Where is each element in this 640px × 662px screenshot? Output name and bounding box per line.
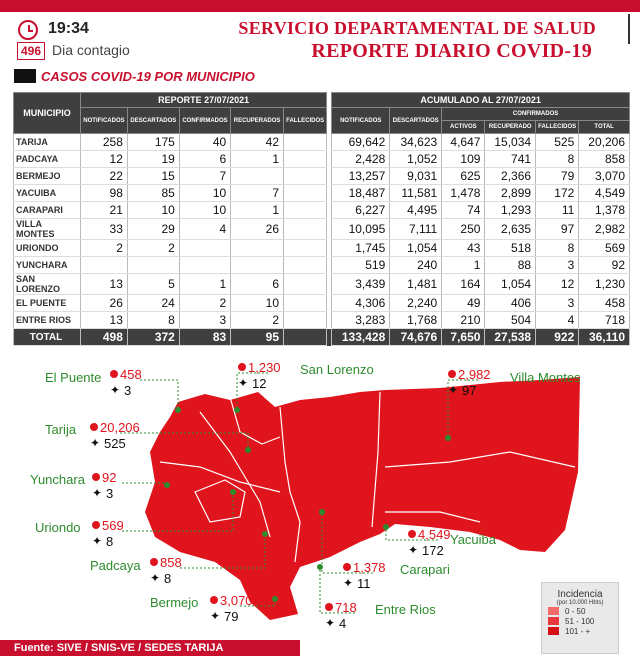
ribbon-icon: ✦ [90, 436, 101, 450]
table-cell: 2,366 [485, 168, 536, 185]
table-cell: 15,034 [485, 134, 536, 151]
table-cell: 6,227 [332, 202, 390, 219]
cases-table [13, 92, 630, 346]
cases-count: 2,982 [458, 367, 491, 382]
logo-fragment [628, 14, 640, 44]
table-cell: 1,052 [390, 151, 442, 168]
table-cell: 8 [536, 240, 579, 257]
table-cell: 10 [231, 295, 284, 312]
table-cell: 98 [81, 185, 128, 202]
legend-swatch [548, 627, 559, 635]
map-marker [262, 531, 268, 537]
deaths-count: 525 [104, 436, 126, 451]
deaths-count: 8 [106, 534, 114, 549]
table-cell: 7 [231, 185, 284, 202]
cases-count: 1,378 [353, 560, 386, 575]
virus-icon [210, 596, 218, 604]
table-cell: 569 [579, 240, 630, 257]
table-cell: 406 [485, 295, 536, 312]
legend-label: 0 - 50 [565, 606, 586, 616]
table-cell: 240 [390, 257, 442, 274]
ribbon-icon: ✦ [325, 616, 336, 630]
col-fallecidos: FALLECIDOS [536, 121, 579, 134]
table-cell: 2 [179, 295, 230, 312]
cases-count: 1,230 [248, 360, 281, 375]
map-marker [164, 482, 170, 488]
table-cell: 172 [536, 185, 579, 202]
municipio-name: URIONDO [14, 240, 81, 257]
municipio-label: Yacuiba [450, 532, 497, 547]
table-cell: 19 [127, 151, 179, 168]
table-cell [284, 295, 327, 312]
table-cell: 625 [442, 168, 485, 185]
table-cell: 4,495 [390, 202, 442, 219]
col-activos: ACTIVOS [442, 121, 485, 134]
table-cell: 10 [179, 185, 230, 202]
table-cell: 22 [81, 168, 128, 185]
table-cell: 1,054 [485, 274, 536, 295]
municipio-label: Carapari [400, 562, 450, 577]
incidence-legend [541, 582, 619, 654]
table-cell [284, 134, 327, 151]
map-label-el-puente [45, 367, 181, 413]
table-cell [284, 202, 327, 219]
deaths-count: 12 [252, 376, 267, 391]
col-r-confirmados: CONFIRMADOS [179, 108, 230, 134]
municipio-label: Padcaya [90, 558, 141, 573]
table-cell: 922 [536, 329, 579, 346]
table-cell: 525 [536, 134, 579, 151]
table-cell: 164 [442, 274, 485, 295]
legend-label: 101 - + [565, 626, 591, 636]
table-icon [14, 69, 36, 83]
col-group-confirmados: CONFIRMADOS [442, 108, 630, 121]
municipio-label: Uriondo [35, 520, 81, 535]
ribbon-icon: ✦ [408, 543, 419, 557]
col-a-notificados: NOTIFICADOS [332, 108, 390, 134]
table-cell [284, 329, 327, 346]
virus-icon [90, 423, 98, 431]
table-cell [284, 257, 327, 274]
table-cell: 85 [127, 185, 179, 202]
deaths-count: 3 [124, 383, 132, 398]
table-cell: 858 [579, 151, 630, 168]
ribbon-icon: ✦ [92, 534, 103, 548]
deaths-count: 97 [462, 383, 477, 398]
day-label: Dia contagio [52, 42, 130, 58]
municipio-name: ENTRE RIOS [14, 312, 81, 329]
table-cell: 92 [579, 257, 630, 274]
cases-count: 458 [120, 367, 142, 382]
table-cell: 7 [179, 168, 230, 185]
cases-count: 3,070 [220, 593, 253, 608]
table-cell: 5 [127, 274, 179, 295]
table-cell: 15 [127, 168, 179, 185]
ribbon-icon: ✦ [448, 383, 459, 397]
table-cell: 18,487 [332, 185, 390, 202]
virus-icon [325, 603, 333, 611]
source-footer: Fuente: SIVE / SNIS-VE / SEDES TARIJA [0, 640, 300, 656]
table-cell: 3 [179, 312, 230, 329]
table-cell: 83 [179, 329, 230, 346]
table-row [14, 168, 630, 185]
table-cell: 10 [179, 202, 230, 219]
table-cell [284, 151, 327, 168]
legend-item [548, 626, 618, 636]
table-cell: 518 [485, 240, 536, 257]
virus-icon [448, 370, 456, 378]
table-row [14, 219, 630, 240]
table-cell: 458 [579, 295, 630, 312]
table-cell: 498 [81, 329, 128, 346]
col-group-reporte: REPORTE 27/07/2021 [81, 93, 327, 108]
table-cell: 11 [536, 202, 579, 219]
ribbon-icon: ✦ [343, 576, 354, 590]
map-marker [445, 435, 451, 441]
table-cell: 1,478 [442, 185, 485, 202]
virus-icon [92, 521, 100, 529]
legend-swatch [548, 607, 559, 615]
virus-icon [408, 530, 416, 538]
municipio-name: TOTAL [14, 329, 81, 346]
legend-label: 51 - 100 [565, 616, 595, 626]
table-cell [284, 219, 327, 240]
legend-item [548, 606, 618, 616]
map-marker [272, 596, 278, 602]
col-recuperado: RECUPERADO [485, 121, 536, 134]
table-cell [284, 240, 327, 257]
table-cell: 1,745 [332, 240, 390, 257]
map-label-yunchara [30, 470, 170, 501]
virus-icon [110, 370, 118, 378]
table-cell: 718 [579, 312, 630, 329]
table-row [14, 185, 630, 202]
map-marker [319, 509, 325, 515]
table-cell: 3 [536, 295, 579, 312]
table-cell: 210 [442, 312, 485, 329]
municipio-label: San Lorenzo [300, 362, 374, 377]
municipio-name: EL PUENTE [14, 295, 81, 312]
col-total: TOTAL [579, 121, 630, 134]
table-cell [231, 168, 284, 185]
table-cell: 1,768 [390, 312, 442, 329]
deaths-count: 3 [106, 486, 114, 501]
report-time: 19:34 [48, 20, 89, 37]
table-cell [284, 312, 327, 329]
map-marker [175, 407, 181, 413]
table-cell [231, 240, 284, 257]
table-cell: 519 [332, 257, 390, 274]
map-marker [230, 489, 236, 495]
table-cell [179, 240, 230, 257]
table-row [14, 274, 630, 295]
col-r-recuperados: RECUPERADOS [231, 108, 284, 134]
municipio-label: Tarija [45, 422, 77, 437]
table-cell: 79 [536, 168, 579, 185]
table-cell: 8 [127, 312, 179, 329]
map-marker [317, 564, 323, 570]
municipio-label: Yunchara [30, 472, 85, 487]
table-cell: 1 [231, 202, 284, 219]
table-row [14, 295, 630, 312]
municipio-name: YACUIBA [14, 185, 81, 202]
table-cell: 4,306 [332, 295, 390, 312]
report-header [0, 0, 640, 64]
table-cell: 33 [81, 219, 128, 240]
col-r-descartados: DESCARTADOS [127, 108, 179, 134]
ribbon-icon: ✦ [210, 609, 221, 623]
table-cell: 175 [127, 134, 179, 151]
table-cell: 10,095 [332, 219, 390, 240]
table-cell: 258 [81, 134, 128, 151]
table-cell: 504 [485, 312, 536, 329]
deaths-count: 11 [357, 576, 371, 591]
col-municipio: MUNICIPIO [14, 93, 81, 134]
table-cell: 133,428 [332, 329, 390, 346]
table-row [14, 257, 630, 274]
table-cell: 1 [231, 151, 284, 168]
table-cell: 2,240 [390, 295, 442, 312]
table-cell [231, 257, 284, 274]
table-cell: 12 [536, 274, 579, 295]
table-cell: 36,110 [579, 329, 630, 346]
ribbon-icon: ✦ [238, 376, 249, 390]
table-cell: 1 [179, 274, 230, 295]
table-row [14, 202, 630, 219]
table-cell: 26 [231, 219, 284, 240]
table-cell: 40 [179, 134, 230, 151]
table-row [14, 312, 630, 329]
deaths-count: 8 [164, 571, 172, 586]
table-cell [81, 257, 128, 274]
table-cell: 2,899 [485, 185, 536, 202]
table-cell [127, 257, 179, 274]
table-cell: 42 [231, 134, 284, 151]
cases-count: 92 [102, 470, 117, 485]
table-cell: 1,230 [579, 274, 630, 295]
col-a-descartados: DESCARTADOS [390, 108, 442, 134]
ribbon-icon: ✦ [150, 571, 161, 585]
cases-count: 718 [335, 600, 357, 615]
table-cell: 1,481 [390, 274, 442, 295]
table-cell: 1,054 [390, 240, 442, 257]
table-cell: 11,581 [390, 185, 442, 202]
table-cell: 4,549 [579, 185, 630, 202]
deaths-count: 79 [224, 609, 239, 624]
table-row [14, 240, 630, 257]
header-title-line2: REPORTE DIARIO COVID-19 [311, 40, 592, 62]
virus-icon [238, 363, 246, 371]
section-label: CASOS COVID-19 POR MUNICIPIO [41, 68, 255, 84]
virus-icon [343, 563, 351, 571]
table-cell: 27,538 [485, 329, 536, 346]
table-cell: 7,111 [390, 219, 442, 240]
legend-swatch [548, 617, 559, 625]
table-cell: 2,982 [579, 219, 630, 240]
table-cell: 6 [179, 151, 230, 168]
table-cell: 20,206 [579, 134, 630, 151]
table-cell: 4 [179, 219, 230, 240]
deaths-count: 4 [339, 616, 347, 631]
table-cell: 2,635 [485, 219, 536, 240]
table-cell: 74,676 [390, 329, 442, 346]
table-cell: 9,031 [390, 168, 442, 185]
table-cell: 34,623 [390, 134, 442, 151]
legend-title: Incidencia [557, 589, 603, 600]
municipio-label: Villa Montes [510, 370, 581, 385]
section-title [14, 68, 255, 84]
cases-count: 4,549 [418, 527, 451, 542]
ribbon-icon: ✦ [110, 383, 121, 397]
ribbon-icon: ✦ [92, 486, 103, 500]
col-r-notificados: NOTIFICADOS [81, 108, 128, 134]
table-cell: 741 [485, 151, 536, 168]
cases-count: 20,206 [100, 420, 140, 435]
municipio-name: CARAPARI [14, 202, 81, 219]
table-cell: 97 [536, 219, 579, 240]
table-cell: 1,378 [579, 202, 630, 219]
table-cell: 12 [81, 151, 128, 168]
clock-icon [18, 20, 38, 40]
table-cell: 88 [485, 257, 536, 274]
deaths-count: 172 [422, 543, 444, 558]
col-r-fallecidos: FALLECIDOS [284, 108, 327, 134]
table-cell: 7,650 [442, 329, 485, 346]
table-cell: 2,428 [332, 151, 390, 168]
table-cell [284, 168, 327, 185]
table-cell: 29 [127, 219, 179, 240]
table-cell: 372 [127, 329, 179, 346]
table-cell: 69,642 [332, 134, 390, 151]
table-cell: 250 [442, 219, 485, 240]
table-cell: 3,283 [332, 312, 390, 329]
legend-item [548, 616, 618, 626]
municipio-name: BERMEJO [14, 168, 81, 185]
table-cell: 2 [81, 240, 128, 257]
map-marker [234, 407, 240, 413]
table-cell [284, 274, 327, 295]
cases-count: 569 [102, 518, 124, 533]
table-cell: 95 [231, 329, 284, 346]
table-cell: 13,257 [332, 168, 390, 185]
table-cell: 1 [442, 257, 485, 274]
header-title-line1: SERVICIO DEPARTAMENTAL DE SALUD [238, 18, 596, 38]
table-cell: 49 [442, 295, 485, 312]
table-cell: 2 [231, 312, 284, 329]
municipio-name: VILLA MONTES [14, 219, 81, 240]
legend-items [542, 606, 618, 636]
table-row [14, 151, 630, 168]
table-cell: 26 [81, 295, 128, 312]
day-number-badge: 496 [17, 42, 45, 60]
table-cell [284, 185, 327, 202]
table-cell: 13 [81, 274, 128, 295]
municipio-name: TARIJA [14, 134, 81, 151]
table-cell: 21 [81, 202, 128, 219]
table-cell: 2 [127, 240, 179, 257]
table-cell: 3,439 [332, 274, 390, 295]
municipio-name: SAN LORENZO [14, 274, 81, 295]
table-row [14, 134, 630, 151]
legend-subtitle: (por 10.000 Hbts) [556, 600, 604, 606]
table-cell: 109 [442, 151, 485, 168]
municipio-label: Bermejo [150, 595, 199, 610]
table-cell: 13 [81, 312, 128, 329]
total-row [14, 329, 630, 346]
municipio-label: El Puente [45, 370, 102, 385]
table-cell: 8 [536, 151, 579, 168]
municipio-name: YUNCHARA [14, 257, 81, 274]
col-group-acumulado: ACUMULADO AL 27/07/2021 [332, 93, 630, 108]
municipio-name: PADCAYA [14, 151, 81, 168]
table-cell: 43 [442, 240, 485, 257]
table-cell: 6 [231, 274, 284, 295]
table-cell: 10 [127, 202, 179, 219]
table-cell: 1,293 [485, 202, 536, 219]
table-cell: 74 [442, 202, 485, 219]
cases-count: 858 [160, 555, 182, 570]
virus-icon [92, 473, 100, 481]
table-cell: 3,070 [579, 168, 630, 185]
virus-icon [150, 558, 158, 566]
table-cell: 3 [536, 257, 579, 274]
table-cell: 4,647 [442, 134, 485, 151]
table-cell: 4 [536, 312, 579, 329]
municipio-label: Entre Rios [375, 602, 436, 617]
map-marker [245, 447, 251, 453]
header-red-band [0, 0, 640, 12]
map-marker [383, 524, 389, 530]
table-cell: 24 [127, 295, 179, 312]
table-cell [179, 257, 230, 274]
